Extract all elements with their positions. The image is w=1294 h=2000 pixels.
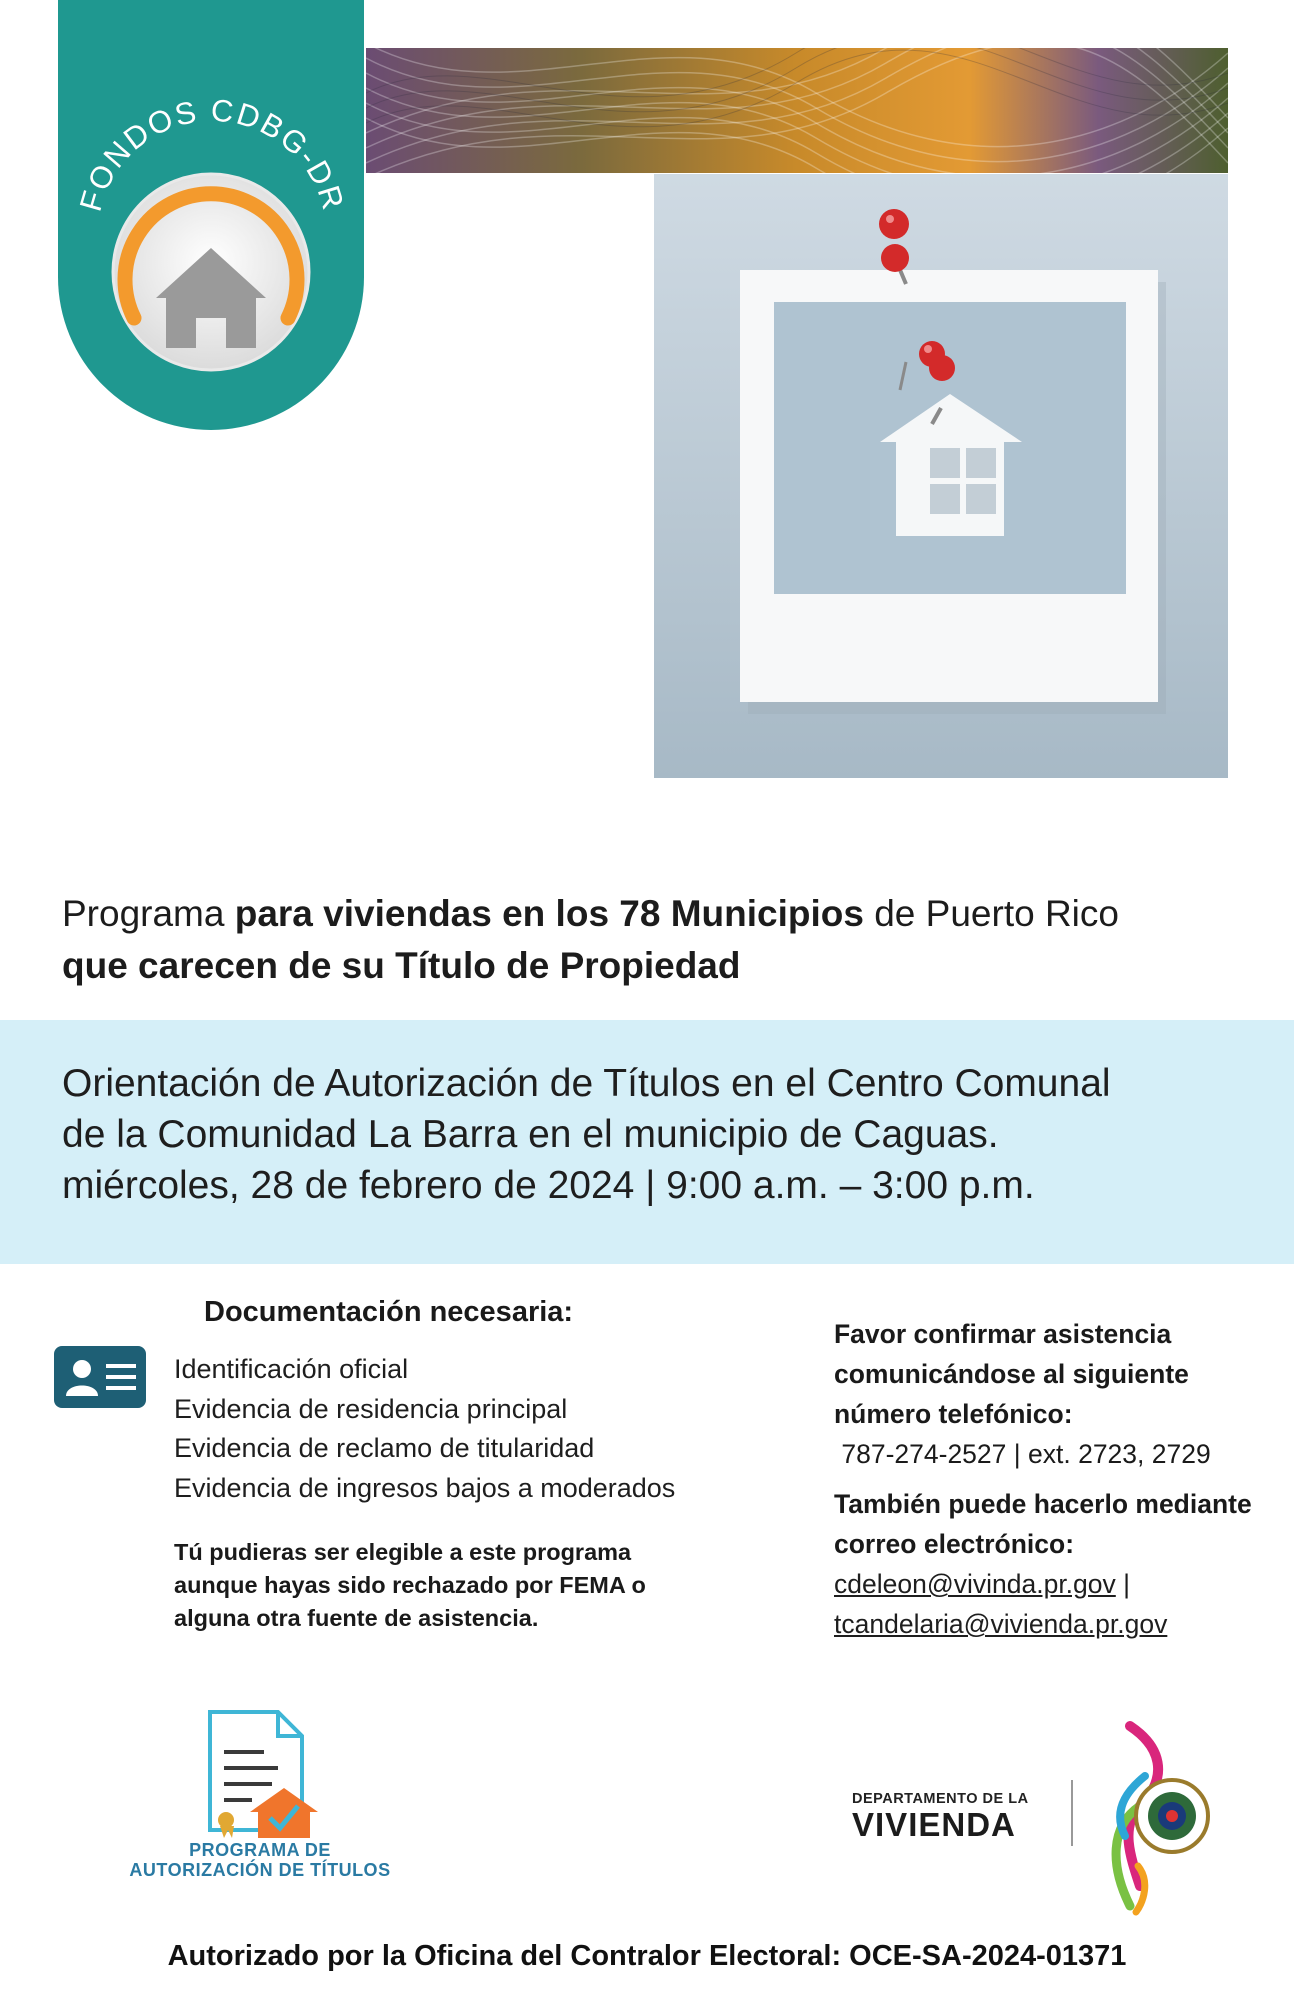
confirm-line-2: comunicándose al siguiente [834, 1359, 1189, 1389]
headline-line-2: que carecen de su Título de Propiedad [62, 945, 741, 986]
puerto-rico-seal-icon [1100, 1716, 1224, 1916]
document-item: Identificación oficial [174, 1354, 409, 1384]
document-item: Evidencia de residencia principal [174, 1393, 568, 1424]
event-info-band [0, 1020, 1294, 1264]
badge-arc-text: FONDOS CDBG-DR [72, 92, 352, 216]
email-intro-line-2: correo electrónico: [834, 1529, 1075, 1559]
event-date-time: miércoles, 28 de febrero de 2024 | 9:00 a.m. – 3:00 p.m. [62, 1164, 1035, 1207]
id-card-icon [52, 1344, 148, 1410]
email-link-2[interactable]: tcandelaria@vivienda.pr.gov [834, 1609, 1168, 1639]
email-link-1[interactable]: cdeleon@vivinda.pr.gov [834, 1569, 1116, 1599]
email-intro-line-1: También puede hacerlo mediante [834, 1489, 1252, 1519]
cdbg-dr-badge [58, 0, 364, 430]
authorization-footer: Autorizado por la Oficina del Contralor Electoral: OCE-SA-2024-01371 [167, 1940, 1127, 1972]
eligibility-note: Tú pudieras ser elegible a este programa aunque hayas sido rechazado por FEMA o alguna otra fuente de asistencia. [174, 1539, 646, 1631]
contact-info: Favor confirmar asistencia comunicándose al siguiente número telefónico: 787-274-2527 | ext. 2723, 2729 También puede hacerlo mediante correo electrónico: cdeleon@vivinda.pr.gov | tcandelaria@vivienda.pr.gov [834, 1314, 1274, 1644]
program-logo-caption: PROGRAMA DE AUTORIZACIÓN DE TÍTULOS [129, 1840, 391, 1880]
document-item: Evidencia de reclamo de titularidad [174, 1433, 595, 1463]
event-line-2: de la Comunidad La Barra en el municipio de Caguas. [62, 1113, 999, 1156]
confirm-line-1: Favor confirmar asistencia [834, 1319, 1172, 1349]
event-line-1: Orientación de Autorización de Títulos en el Centro Comunal [62, 1062, 1111, 1105]
house-photo-illustration [654, 174, 1228, 778]
program-headline [62, 888, 1242, 992]
cdbg-dr-logo-icon [58, 0, 364, 430]
documents-list [174, 1350, 675, 1508]
phone-number: 787-274-2527 | ext. 2723, 2729 [834, 1439, 1211, 1469]
logo-divider [1071, 1780, 1073, 1846]
decorative-pattern-strip [366, 48, 1228, 173]
event-details [62, 1058, 1262, 1211]
department-logo-big-text: VIVIENDA [852, 1806, 1016, 1843]
confirm-line-3: número telefónico: [834, 1399, 1073, 1429]
department-logo-small-text: DEPARTAMENTO DE LA [852, 1791, 1029, 1807]
document-item: Evidencia de ingresos bajos a moderados [174, 1472, 676, 1503]
documents-title: Documentación necesaria: [204, 1296, 574, 1328]
headline-line-1: Programa para viviendas en los 78 Municipios de Puerto Rico [62, 893, 1119, 934]
